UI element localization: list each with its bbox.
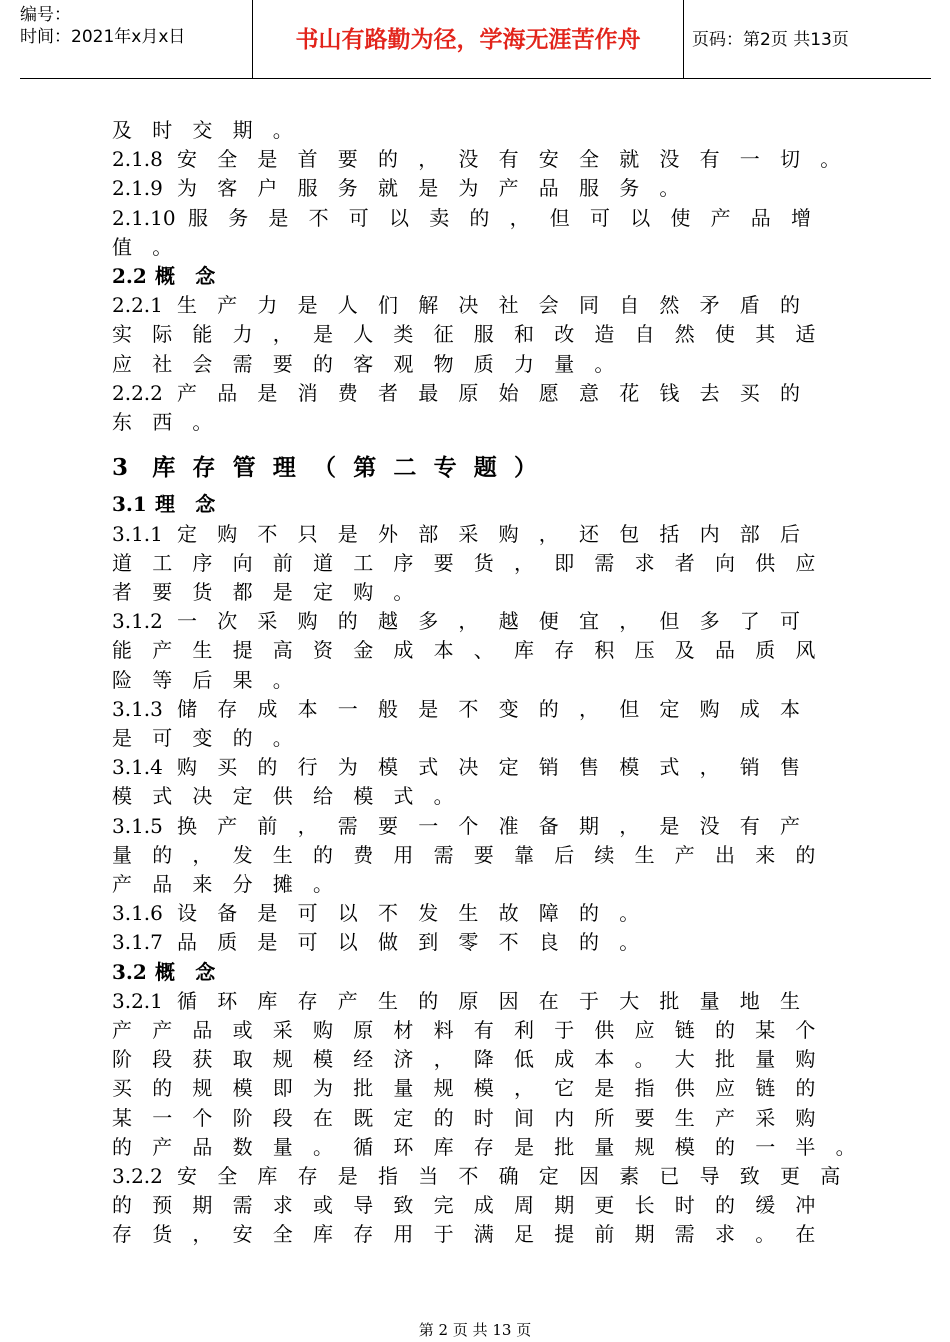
text-line: 阶 段 获 取 规 模 经 济 ， 降 低 成 本 。 大 批 量 购: [112, 1047, 816, 1072]
text-line: 能 产 生 提 高 资 金 成 本 、 库 存 积 压 及 品 质 风: [112, 638, 816, 663]
page-footer: 第 2 页 共 13 页: [418, 1321, 532, 1339]
text-line: 产 产 品 或 采 购 原 材 料 有 利 于 供 应 链 的 某 个: [112, 1018, 816, 1042]
page-header: [20, 0, 931, 79]
text-line: 产 品 来 分 摊 。: [112, 872, 333, 896]
section-heading: 3.1 理 念: [112, 492, 216, 517]
text-line: 2.1.8 安 全 是 首 要 的 ， 没 有 安 全 就 没 有 一 切 。: [112, 147, 841, 172]
text-line: 某 一 个 阶 段 在 既 定 的 时 间 内 所 要 生 产 采 购: [112, 1105, 816, 1130]
text-line: 道 工 序 向 前 道 工 序 要 货 ， 即 需 求 者 向 供 应: [112, 550, 816, 575]
text-line: 3.2.1 循 环 库 存 产 生 的 原 因 在 于 大 批 量 地 生: [112, 988, 800, 1013]
section-heading: 3 库 存 管 理 （ 第 二 专 题 ）: [112, 454, 537, 482]
text-line: 存 货 ， 安 全 库 存 用 于 满 足 提 前 期 需 求 。 在: [112, 1222, 816, 1247]
text-line: 2.1.9 为 客 户 服 务 就 是 为 产 品 服 务 。: [112, 176, 680, 201]
text-line: 2.2.2 产 品 是 消 费 者 最 原 始 愿 意 花 钱 去 买 的: [112, 380, 800, 405]
section-heading: 3.2 概 念: [112, 959, 216, 984]
text-line: 3.2.2 安 全 库 存 是 指 当 不 确 定 因 素 已 导 致 更 高: [112, 1164, 841, 1188]
text-line: 3.1.3 储 存 成 本 一 般 是 不 变 的 ， 但 定 购 成 本: [112, 696, 800, 721]
text-line: 2.2.1 生 产 力 是 人 们 解 决 社 会 同 自 然 矛 盾 的: [112, 293, 800, 318]
header-motto: 书山有路勤为径，学海无涯苦作舟: [252, 0, 684, 78]
date-label: 时间：2021年x月x日: [20, 27, 186, 47]
text-line: 3.1.7 品 质 是 可 以 做 到 零 不 良 的 。: [112, 930, 640, 955]
text-line: 3.1.1 定 购 不 只 是 外 部 采 购 ， 还 包 括 内 部 后: [112, 521, 800, 546]
text-line: 的 预 期 需 求 或 导 致 完 成 周 期 更 长 时 的 缓 冲: [112, 1193, 816, 1218]
serial-number-label: 编号：: [20, 5, 71, 25]
text-line: 的 产 品 数 量 。 循 环 库 存 是 批 量 规 模 的 一 半 。: [112, 1134, 856, 1159]
header-left-cell: [20, 0, 250, 82]
text-line: 东 西 。: [112, 410, 213, 434]
text-line: 3.1.6 设 备 是 可 以 不 发 生 故 障 的 。: [112, 901, 640, 926]
text-line: 买 的 规 模 即 为 批 量 规 模 ， 它 是 指 供 应 链 的: [112, 1076, 816, 1101]
text-line: 3.1.2 一 次 采 购 的 越 多 ， 越 便 宜 ， 但 多 了 可: [112, 609, 800, 634]
text-line: 应 社 会 需 要 的 客 观 物 质 力 量 。: [112, 351, 615, 376]
section-heading: 2.2 概 念: [112, 264, 216, 288]
text-line: 是 可 变 的 。: [112, 726, 293, 750]
text-line: 3.1.4 购 买 的 行 为 模 式 决 定 销 售 模 式 ， 销 售: [112, 755, 800, 780]
text-line: 值 。: [112, 234, 173, 259]
text-line: 3.1.5 换 产 前 ， 需 要 一 个 准 备 期 ， 是 没 有 产: [112, 813, 800, 838]
text-line: 及 时 交 期 。: [112, 118, 293, 142]
text-line: 险 等 后 果 。: [112, 667, 293, 692]
text-line: 量 的 ， 发 生 的 费 用 需 要 靠 后 续 生 产 出 来 的: [112, 842, 816, 867]
text-line: 实 际 能 力 ， 是 人 类 征 服 和 改 造 自 然 使 其 适: [112, 322, 816, 347]
text-line: 模 式 决 定 供 给 模 式 。: [112, 784, 454, 809]
text-line: 2.1.10 服 务 是 不 可 以 卖 的 ， 但 可 以 使 产 品 增: [112, 205, 811, 230]
header-page-info: 页码：第2页 共13页: [692, 30, 849, 50]
text-line: 者 要 货 都 是 定 购 。: [112, 580, 414, 604]
